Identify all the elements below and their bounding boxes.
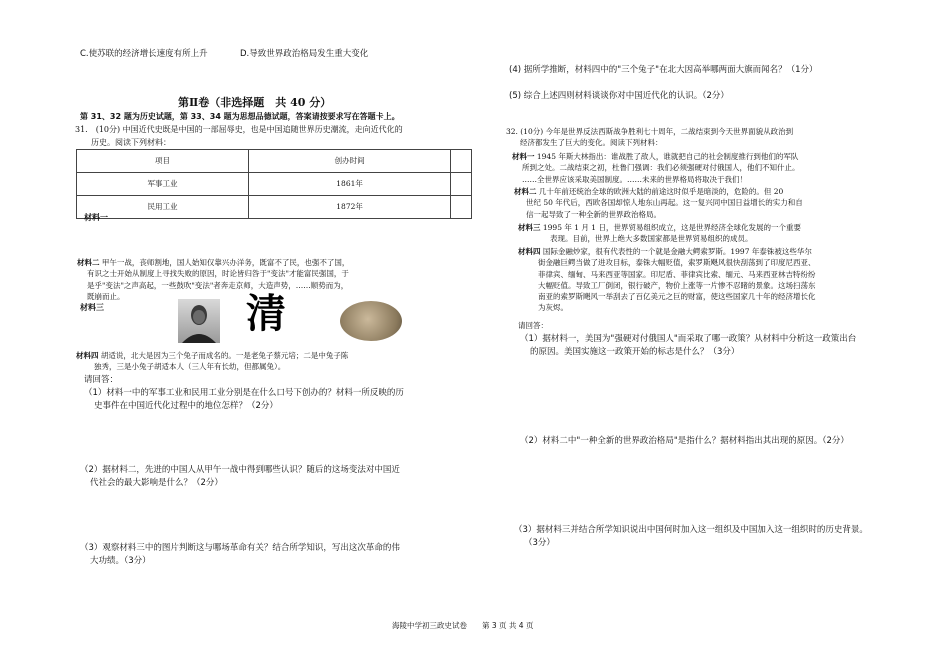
table-empty-cell: [451, 150, 472, 173]
material-4-label: 材料四: [76, 351, 99, 360]
table-row: [77, 173, 472, 196]
table-row: [77, 196, 472, 219]
qing-calligraphy: 清: [246, 290, 286, 337]
q32-intro-line: 32. (10分) 今年是世界反法西斯战争胜利七十周年，二战结束到今天世界面貌从政治到: [506, 127, 794, 136]
r-material-1: [512, 151, 912, 185]
r-material-1-line: 1945 年斯大林指出：谁战胜了敌人，谁就把自己的社会制度推行到他们的军队: [536, 152, 799, 161]
table-header-item: 项目: [77, 150, 249, 173]
r-material-2-line: 信一起导致了一种全新的世界政治格局。: [526, 209, 661, 219]
r-material-4-line: 大幅贬值。导致工厂倒闭，银行破产，物价上涨等一片惨不忍睹的景象。这场扫荡东: [538, 280, 816, 290]
question-31-5: (5) 综合上述四则材料谈谈你对中国近代化的认识。（2分）: [509, 91, 729, 101]
material-4: [76, 350, 476, 373]
question-line: 代社会的最大影响是什么？（2分）: [90, 477, 223, 488]
r-material-2-line: 世纪 50 年代后，西欧各国却惊人地东山再起。这一复兴同中国日益增长的实力和自: [526, 198, 803, 208]
material-1-label: 材料一: [84, 213, 108, 222]
table-header-time: 创办时间: [249, 150, 451, 173]
table-header-row: [77, 150, 472, 173]
option-d: D.导致世界政治格局发生重大变化: [240, 49, 369, 59]
table-cell: 1861年: [249, 173, 451, 196]
question-31-2: [80, 464, 480, 490]
question-line: （1）材料一中的军事工业和民用工业分别是在什么口号下创办的？材料一所反映的历: [84, 388, 404, 398]
q32-intro: [506, 126, 906, 149]
table-cell: 军事工业: [77, 173, 249, 196]
question-31-1: [84, 387, 484, 413]
r-material-4-line: 国际金融炒家，很有代表性的一个就是金融大鳄索罗斯。1997 年泰铢被这些华尔: [542, 247, 812, 256]
r-material-3-label: 材料三: [518, 223, 541, 232]
r-material-4-label: 材料四: [518, 247, 541, 256]
portrait-figure-icon: [178, 299, 220, 343]
r-material-4-line: 街金融巨鳄当做了进攻目标，泰铢大幅贬值，索罗斯飓风很快刮荡到了印度尼西亚、: [538, 258, 816, 268]
table-empty-cell: [451, 196, 472, 219]
table-cell: 民用工业: [77, 196, 249, 219]
r-material-4-line: 南亚的索罗斯飓风一举刮去了百亿美元之巨的财富，使这些国家几十年的经济增长化: [538, 292, 816, 301]
material-4-line: 独秀，三是小兔子胡适本人（三人年有长幼，但都属兔）。: [94, 362, 286, 372]
q32-intro-line: 经济都发生了巨大的变化。阅读下列材料：: [520, 138, 663, 148]
page-footer: 海陵中学初三政史试卷 第 3 页 共 4 页: [392, 621, 534, 630]
question-32-1: [520, 333, 920, 359]
question-32-3: [514, 524, 914, 550]
question-line: 的原因。美国实施这一政策开始的标志是什么？（3分）: [530, 346, 740, 357]
r-material-2-label: 材料二: [514, 187, 537, 196]
r-material-1-line: 所到之处。二战结束之初，杜鲁门强调：我们必须强硬对付俄国人，他们不知什止。: [522, 163, 800, 173]
option-c: C.使苏联的经济增长速度有所上升: [80, 49, 208, 59]
question-line: （3分）: [524, 537, 555, 548]
question-line: （2）据材料二，先进的中国人从甲午一战中得到哪些认识？随后的这场变法对中国近: [80, 465, 400, 475]
r-material-3-line: 表现。目前，世界上绝大多数国家都是世界贸易组织的成员。: [550, 234, 753, 244]
question-line: 大功绩。（3分）: [90, 555, 151, 566]
material-3-label: 材料三: [80, 303, 104, 312]
material-2-line: 是乎"变法"之声高起，一些鼓吹"变法"者奔走京师，大造声势，……顺势而为，: [87, 280, 349, 290]
r-material-4: [518, 246, 908, 314]
r-material-4-line: 为灰烬。: [538, 303, 568, 313]
question-32-2: （2）材料二中"一种全新的世界政治格局"是指什么？据材料指出其出现的原因。（2分）: [520, 436, 849, 446]
r-material-3: [518, 222, 918, 245]
coin-image: [340, 301, 402, 341]
question-line: （3）据材料三并结合所学知识说出中国何时加入这一组织及中国加入这一组织时的历史背景。: [514, 525, 868, 535]
q31-intro-line2: 历史。阅读下列材料：: [91, 138, 171, 147]
section-title: 第Ⅱ卷（非选择题 共 40 分）: [178, 96, 332, 109]
r-material-2: [514, 186, 914, 220]
r-material-2-line: 几十年前还统治全球的欧洲大陆的前途这时似乎是暗淡的，危险的。但 20: [538, 187, 784, 196]
r-material-1-label: 材料一: [512, 152, 535, 161]
r-material-3-line: 1995 年 1 月 1 日，世界贸易组织成立，这是世界经济全球化发展的一个重要: [542, 223, 801, 232]
section-instruction: 第 31、32 题为历史试题，第 33、34 题为思想品德试题，答案请按要求写在答题卡上。: [80, 112, 400, 121]
q31-intro-line1: 31. (10分) 中国近代史既是中国的一部屈辱史，也是中国追随世界历史潮流，走向近代化的: [75, 125, 403, 134]
question-line: 史事件在中国近代化过程中的地位怎样？（2分）: [94, 400, 278, 411]
table-empty-cell: [451, 173, 472, 196]
table-cell: 1872年: [249, 196, 451, 219]
question-31-4: (4) 据所学推断，材料四中的"三个兔子"在北大因高举哪两面大旗而闻名？（1分）: [509, 65, 818, 75]
r-ask-label: 请回答：: [518, 321, 548, 330]
question-line: （3）观察材料三中的图片判断这与哪场革命有关？结合所学知识，写出这次革命的伟: [80, 543, 400, 553]
question-31-3: [80, 542, 480, 568]
r-material-1-line: ……全世界应该采取美国制度。……未来的世界格局将取决于我们！: [522, 174, 747, 184]
ask-label: 请回答：: [84, 375, 119, 385]
material-2-line: 既崩而止。: [87, 291, 125, 301]
question-line: （1）据材料一，美国为"强硬对付俄国人"而采取了哪一政策？从材料中分析这一政策出台: [520, 334, 857, 344]
material-4-line: 胡适说，北大是因为三个兔子而成名的。一是老兔子蔡元培；二是中兔子陈: [100, 351, 349, 360]
portrait-image: [178, 299, 220, 343]
material-2-line: 有识之士开始从制度上寻找失败的原因，时论皆归咎于"变法"才能富民强国，于: [87, 269, 349, 279]
material-2-line: 甲午一战，丧师割地，国人始知仅靠兴办洋务，既富不了民，也强不了国，: [101, 258, 350, 267]
material-2-label: 材料二: [77, 258, 100, 267]
r-material-4-line: 菲律宾、缅甸、马来西亚等国家。印尼盾、菲律宾比索、缅元、马来西亚林吉特纷纷: [538, 269, 816, 279]
industry-table: [76, 149, 472, 219]
